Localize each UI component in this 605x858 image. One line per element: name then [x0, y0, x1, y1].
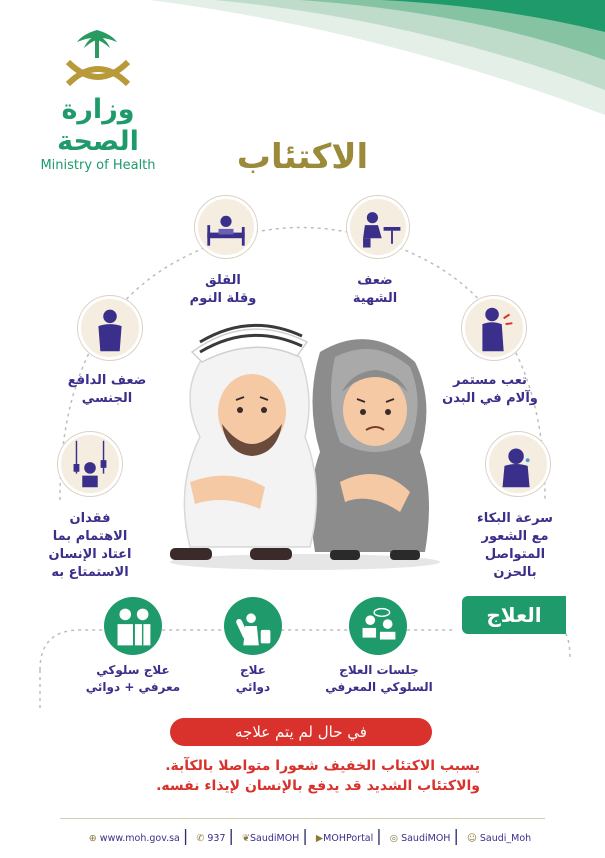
- medicine-icon: [224, 597, 282, 655]
- footer-twitter[interactable]: ❦SaudiMOH: [242, 833, 300, 844]
- symptom-fatigue-circle: [462, 296, 526, 360]
- globe-icon: ⊕: [88, 833, 97, 844]
- hanging-thoughts-icon: [61, 435, 119, 493]
- logo-arabic-text: وزارة الصحة: [57, 94, 139, 157]
- phone-icon: ✆: [196, 833, 205, 844]
- treatment-combined-circle: [104, 597, 162, 655]
- symptom-interest-circle: [58, 432, 122, 496]
- back-pain-icon: [465, 299, 523, 357]
- symptom-libido-label: ضعف الدافع الجنسي: [67, 373, 147, 406]
- footer-website[interactable]: ⊕ www.moh.gov.sa: [88, 833, 180, 844]
- symptom-crying-circle: [486, 432, 550, 496]
- doctor-patient-icon: [104, 597, 162, 655]
- symptom-anxiety-circle: [195, 196, 257, 258]
- symptom-appetite-label: ضعف الشهية: [352, 273, 398, 306]
- symptom-anxiety-label: القلق وقلة النوم: [189, 273, 257, 306]
- footer-contacts: ⊕ www.moh.gov.sa | ✆ 937 | ❦SaudiMOH | ▶MOHPortal | ◎ SaudiMOH | ☺ Saudi_Moh: [88, 826, 532, 845]
- logo-english-text: Ministry of Health: [40, 158, 156, 173]
- sad-person-icon: [81, 299, 139, 357]
- treatment-medicine-label: علاج دوائي: [235, 663, 271, 694]
- youtube-icon: ▶: [315, 833, 324, 844]
- treatment-sessions-circle: [349, 597, 407, 655]
- treatment-medicine-circle: [224, 597, 282, 655]
- warning-line-1: يسبب الاكتئاب الخفيف شعورا متواصلا بالكآبة.: [165, 758, 480, 774]
- therapy-session-icon: [349, 597, 407, 655]
- symptom-interest-label: فقدان الاهتمام بما اعتاد الإنسان الاستمتاع به: [48, 511, 132, 580]
- crying-person-icon: [489, 435, 547, 493]
- instagram-icon: ◎: [389, 833, 399, 844]
- footer-snapchat[interactable]: ☺ Saudi_Moh: [466, 833, 532, 844]
- footer-youtube[interactable]: ▶MOHPortal: [315, 833, 374, 844]
- snapchat-icon: ☺: [466, 833, 477, 844]
- person-at-table-icon: [350, 199, 406, 255]
- symptom-appetite-circle: [347, 196, 409, 258]
- symptom-libido-circle: [78, 296, 142, 360]
- treatment-title: العلاج: [486, 603, 542, 627]
- symptom-crying-label: سرعة البكاء مع الشعور المتواصل بالحزن: [477, 511, 553, 580]
- footer-phone[interactable]: ✆ 937: [196, 833, 226, 844]
- twitter-icon: ❦: [242, 833, 250, 844]
- sleepless-bed-icon: [198, 199, 254, 255]
- warning-text: [60, 756, 480, 796]
- sad-couple-illustration: [160, 312, 450, 574]
- treatment-combined-label: علاج سلوكي معرفي + دوائي: [85, 663, 181, 694]
- footer-instagram[interactable]: ◎ SaudiMOH: [389, 833, 451, 844]
- warning-banner-text: في حال لم يتم علاجه: [235, 723, 367, 741]
- page-title: الاكتئاب: [236, 137, 369, 177]
- footer-divider: [60, 818, 545, 819]
- symptom-fatigue-label: تعب مستمر وآلام في البدن: [442, 373, 538, 406]
- warning-line-2: والاكتئاب الشديد قد يدفع بالإنسان لإيذاء نفسه.: [156, 778, 480, 794]
- treatment-sessions-label: جلسات العلاج السلوكي المعرفي: [325, 663, 433, 694]
